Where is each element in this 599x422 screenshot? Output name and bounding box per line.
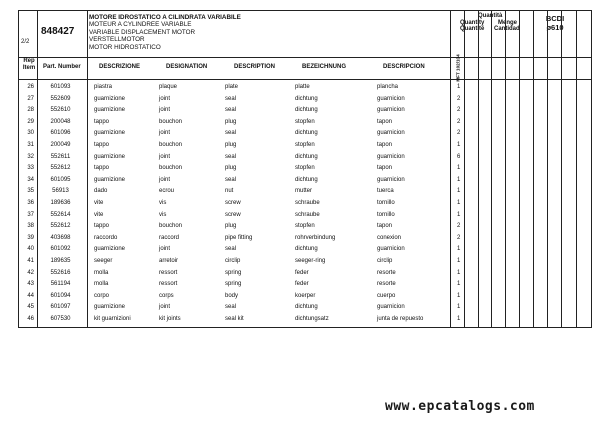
description-de: dichtung <box>295 153 318 160</box>
item-number: 31 <box>27 142 34 148</box>
description-de: stopfen <box>295 118 315 125</box>
quantity: 1 <box>457 316 461 322</box>
description-fr: bouchon <box>159 142 183 148</box>
description-it: guarnizione <box>94 153 126 160</box>
description-es: guarnicion <box>377 246 405 253</box>
item-number: 46 <box>27 316 34 322</box>
divider <box>533 11 534 327</box>
part-number: 561194 <box>50 281 71 288</box>
quantity: 1 <box>457 165 461 172</box>
quantity: 1 <box>457 258 461 264</box>
description-es: junta de repuesto <box>377 316 424 322</box>
description-es: tapon <box>377 142 393 148</box>
description-de: koerper <box>295 292 316 299</box>
quantity: 1 <box>457 211 461 218</box>
description-en: seal <box>225 130 237 137</box>
quantity-label-it: Quantità <box>478 13 503 19</box>
description-en: plug <box>225 118 237 125</box>
title-fr: MOTEUR A CYLINDREE VARIABLE <box>89 21 192 29</box>
description-fr: vis <box>159 200 167 206</box>
description-en: seal <box>225 304 237 311</box>
title-es: MOTOR HIDROSTATICO <box>89 43 161 51</box>
description-it: guarnizione <box>94 95 126 102</box>
part-number: 552614 <box>50 211 71 218</box>
description-en: body <box>225 292 239 299</box>
description-es: plancha <box>377 84 399 90</box>
description-fr: bouchon <box>159 118 183 125</box>
title-it: MOTORE IDROSTATICO A CILINDRATA VARIABILE <box>89 14 241 21</box>
description-it: tappo <box>94 223 110 230</box>
description-fr: arretoir <box>159 258 179 264</box>
description-de: dichtung <box>295 304 318 311</box>
parts-table-sheet <box>18 10 592 328</box>
quantity: 1 <box>457 281 461 288</box>
item-number: 34 <box>27 176 34 183</box>
quantity: 1 <box>457 84 461 90</box>
assembly-titles <box>89 14 241 51</box>
description-it: tappo <box>94 142 110 148</box>
description-fr: joint <box>159 176 171 183</box>
rep-item-header: Rep Item <box>22 58 36 71</box>
quantity: 2 <box>457 118 461 125</box>
description-fr: joint <box>159 304 171 311</box>
divider <box>87 57 88 327</box>
description-fr: bouchon <box>159 223 183 230</box>
divider <box>450 57 451 327</box>
description-de: dichtungsatz <box>295 316 329 322</box>
divider <box>505 11 506 327</box>
quantity: 2 <box>457 95 461 102</box>
description-it: molla <box>94 269 109 276</box>
description-it: piastra <box>94 84 113 90</box>
menge-label: Menge <box>498 19 518 26</box>
quantity: 6 <box>457 153 461 160</box>
description-fr: kit joints <box>159 316 181 322</box>
part-number: 189635 <box>50 258 71 264</box>
description-de: platte <box>295 84 310 90</box>
title-de: VERSTELLMOTOR <box>89 36 145 44</box>
item-number: 45 <box>27 304 34 311</box>
part-number: 601092 <box>50 246 71 253</box>
description-it: tappo <box>94 165 110 172</box>
description-es: tornillo <box>377 211 395 218</box>
item-number: 37 <box>27 211 34 218</box>
description-en: seal <box>225 107 237 114</box>
description-de: feder <box>295 281 309 288</box>
item-number: 44 <box>27 292 34 299</box>
item-number: 30 <box>27 130 34 137</box>
item-number: 39 <box>27 234 34 241</box>
quantity: 2 <box>457 223 461 230</box>
description-fr: plaque <box>159 84 178 90</box>
quantity: 1 <box>457 304 461 311</box>
description-de: stopfen <box>295 223 315 230</box>
bcdi-label: BCDI <box>545 14 565 23</box>
divider <box>547 11 548 327</box>
description-en: seal <box>225 153 237 160</box>
quantity: 1 <box>457 246 461 253</box>
description-en: circlip <box>225 258 241 264</box>
group-code: 848427 <box>41 26 75 37</box>
description-es: guarnicion <box>377 130 405 137</box>
designation-header: DESIGNATION <box>166 64 208 70</box>
description-es: conexion <box>377 234 402 241</box>
description-de: rohrverbindung <box>295 234 336 241</box>
description-de: schraube <box>295 200 320 206</box>
description-en: plug <box>225 223 237 230</box>
description-es: tapon <box>377 223 393 230</box>
description-fr: ecrou <box>159 188 175 195</box>
item-number: 38 <box>27 223 34 230</box>
divider <box>576 11 577 327</box>
part-number-header: Part. Number <box>43 64 81 70</box>
description-es: cuerpo <box>377 292 396 299</box>
item-number: 27 <box>27 95 34 102</box>
diameter-icon: ø <box>546 23 552 32</box>
bezeichnung-header: BEZEICHNUNG <box>302 64 347 70</box>
description-es: resorte <box>377 269 396 276</box>
description-fr: joint <box>159 95 171 102</box>
item-number: 36 <box>27 200 34 206</box>
description-es: tapon <box>377 118 393 125</box>
description-it: seeger <box>94 258 113 264</box>
description-en: seal kit <box>225 316 244 322</box>
description-es: tapon <box>377 165 393 172</box>
description-it: guarnizione <box>94 130 126 137</box>
item-number: 29 <box>27 118 34 125</box>
description-es: circlip <box>377 258 393 264</box>
description-fr: ressort <box>159 281 178 288</box>
description-fr: corps <box>159 292 174 299</box>
part-number: 607530 <box>50 316 71 322</box>
description-it: vite <box>94 211 104 218</box>
description-fr: joint <box>159 107 171 114</box>
part-number: 601094 <box>50 292 71 299</box>
description-en: screw <box>225 200 241 206</box>
item-number: 35 <box>27 188 34 195</box>
description-header: DESCRIPTION <box>234 64 276 70</box>
part-number: 403698 <box>50 234 71 241</box>
divider <box>491 11 492 327</box>
item-number: 42 <box>27 269 34 276</box>
item-number: 26 <box>27 84 34 90</box>
divider <box>464 11 465 327</box>
description-en: nut <box>225 188 234 195</box>
description-de: mutter <box>295 188 313 195</box>
part-number: 552616 <box>50 269 71 276</box>
quantity: 1 <box>457 269 461 276</box>
item-number: 28 <box>27 107 34 114</box>
description-en: spring <box>225 281 242 288</box>
description-es: guarnicion <box>377 304 405 311</box>
quantity-label-fr: Quantité <box>460 26 485 33</box>
item-number: 43 <box>27 281 34 288</box>
description-fr: joint <box>159 130 171 137</box>
description-it: corpo <box>94 292 110 299</box>
description-en: spring <box>225 269 242 276</box>
quantity: 1 <box>457 292 461 299</box>
description-de: dichtung <box>295 95 318 102</box>
part-number: 601097 <box>50 304 71 311</box>
part-number: 189636 <box>50 200 71 206</box>
description-de: dichtung <box>295 107 318 114</box>
description-en: screw <box>225 211 241 218</box>
quantity: 1 <box>457 188 461 195</box>
description-es: guarnicion <box>377 176 405 183</box>
description-fr: joint <box>159 246 171 253</box>
quantity: 1 <box>457 176 461 183</box>
description-fr: bouchon <box>159 165 183 172</box>
description-it: guarnizione <box>94 176 126 183</box>
description-de: dichtung <box>295 246 318 253</box>
description-en: pipe fitting <box>225 234 253 241</box>
quantity-header <box>450 13 520 33</box>
description-de: stopfen <box>295 142 315 148</box>
bcdi-block <box>519 14 591 32</box>
item-number: 32 <box>27 153 34 160</box>
mft-header: MFT 102/104 <box>455 54 461 82</box>
description-it: guarnizione <box>94 107 126 114</box>
quantity: 1 <box>457 142 461 148</box>
description-fr: raccord <box>159 234 180 241</box>
part-number: 601093 <box>50 84 71 90</box>
item-number: 40 <box>27 246 34 253</box>
item-number: 33 <box>27 165 34 172</box>
part-number: 552610 <box>50 107 71 114</box>
quantity: 1 <box>457 200 461 206</box>
divider <box>561 11 562 327</box>
divider <box>37 57 38 327</box>
description-it: raccordo <box>94 234 118 241</box>
quantity: 2 <box>457 130 461 137</box>
part-number: 552612 <box>50 223 71 230</box>
part-number: 601096 <box>50 130 71 137</box>
page-number: 2/2 <box>21 39 30 45</box>
part-number: 200049 <box>50 142 71 148</box>
description-de: seeger-ring <box>295 258 326 264</box>
quantity: 2 <box>457 107 461 114</box>
description-de: dichtung <box>295 176 318 183</box>
description-de: stopfen <box>295 165 315 172</box>
description-en: plug <box>225 165 237 172</box>
part-number: 552612 <box>50 165 71 172</box>
part-number: 601095 <box>50 176 71 183</box>
description-en: seal <box>225 95 237 102</box>
description-en: plate <box>225 84 239 90</box>
cantidad-label: Cantidad <box>494 26 520 33</box>
description-it: molla <box>94 281 109 288</box>
part-number: 552611 <box>50 153 71 160</box>
title-en: VARIABLE DISPLACEMENT MOTOR <box>89 28 196 36</box>
item-number: 41 <box>27 258 34 264</box>
description-es: resorte <box>377 281 396 288</box>
description-it: vite <box>94 200 104 206</box>
description-fr: vis <box>159 211 167 218</box>
descrizione-header: DESCRIZIONE <box>99 64 141 70</box>
part-number: 200048 <box>50 118 71 125</box>
description-es: guarnicion <box>377 107 405 114</box>
watermark-url: www.epcatalogs.com <box>385 399 535 414</box>
description-it: tappo <box>94 118 110 125</box>
description-it: dado <box>94 188 108 195</box>
description-es: guarnicion <box>377 95 405 102</box>
divider <box>478 11 479 327</box>
description-fr: ressort <box>159 269 178 276</box>
description-en: seal <box>225 176 237 183</box>
quantity: 2 <box>457 234 461 241</box>
divider <box>519 11 520 327</box>
part-number: 56913 <box>52 188 69 195</box>
description-de: dichtung <box>295 130 318 137</box>
descripcion-header: DESCRIPCION <box>383 64 425 70</box>
description-es: tuerca <box>377 188 394 195</box>
divider <box>37 11 38 57</box>
description-es: tornillo <box>377 200 395 206</box>
description-fr: joint <box>159 153 171 160</box>
description-de: feder <box>295 269 309 276</box>
bcdi-sub: ø610 <box>546 23 564 32</box>
part-number: 552609 <box>50 95 71 102</box>
description-it: guarnizione <box>94 304 126 311</box>
description-it: guarnizione <box>94 246 126 253</box>
description-it: kit guarnizioni <box>94 316 131 322</box>
description-en: plug <box>225 142 237 148</box>
description-de: schraube <box>295 211 320 218</box>
quantity-label-en: Quantity <box>460 19 485 26</box>
description-es: guarnicion <box>377 153 405 160</box>
divider <box>87 11 88 57</box>
description-en: seal <box>225 246 237 253</box>
